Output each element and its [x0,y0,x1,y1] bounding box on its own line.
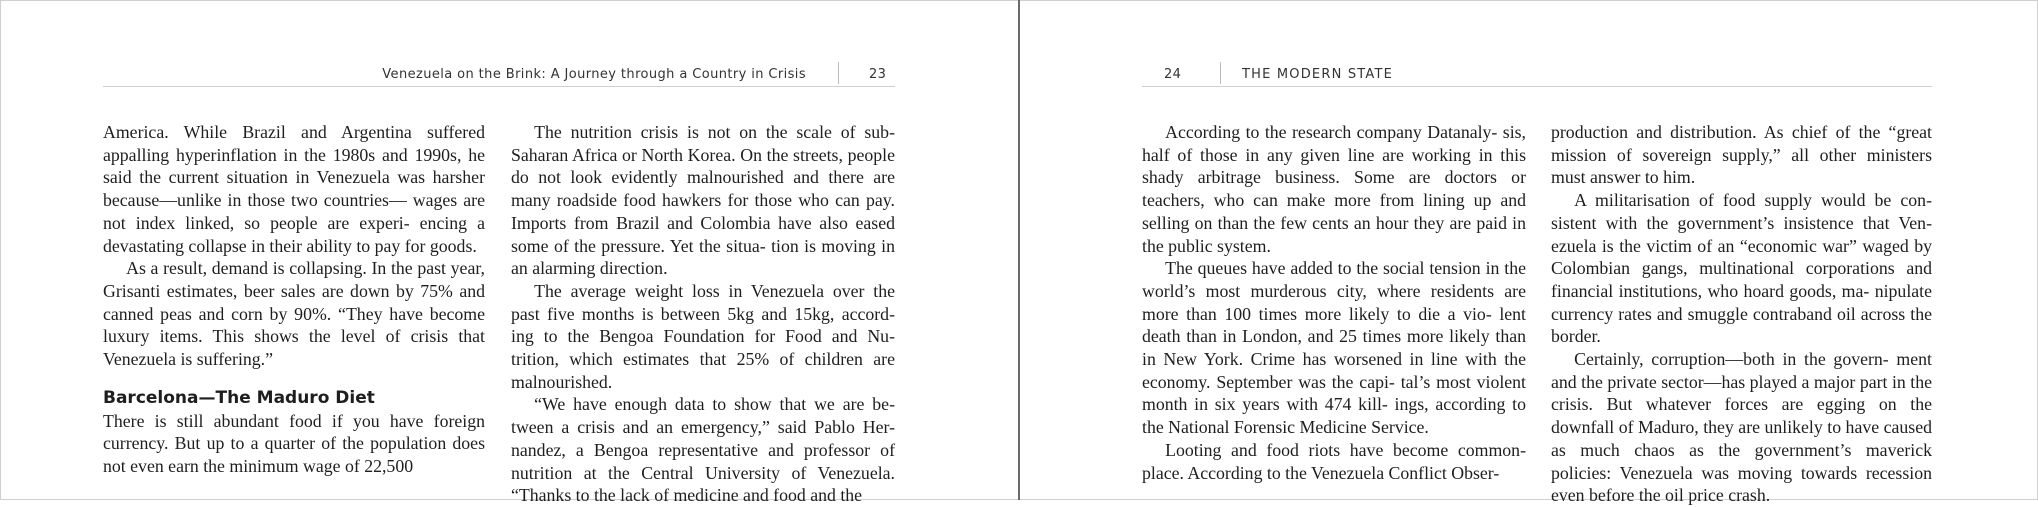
page-number: 24 [1164,67,1182,82]
text-column-2 [511,121,895,507]
right-page [1020,0,2038,506]
running-head-separator [838,62,839,84]
page-number: 23 [869,67,887,82]
paragraph: The nutrition crisis is not on the scale of sub- Saharan Africa or North Korea. On the streets, people do not look evidently malnourished and there are many roadside food hawkers for those who can pay. Imports from Brazil and Colombia have also eased some of the pressure. Yet the situa- tion is moving in an alarming direction. [511,122,895,279]
paragraph: There is still abundant food if you have foreign currency. But up to a quarter of the population does not even earn the minimum wage of 22,500 [103,410,485,477]
paragraph: As a result, demand is collapsing. In the past year, Grisanti estimates, beer sales are down by 75% and canned peas and corn by 90%. “They have become luxury items. This shows the level of crisis that Venezuela is suffering.” [103,258,485,370]
running-head [1142,66,1932,87]
paragraph: The average weight loss in Venezuela over the past five months is between 5kg and 15kg, accord- ing to the Bengoa Foundation for Food and Nu- trition, which estimates that 25% of children are malnourished. [511,280,895,392]
running-head-separator [1220,62,1221,84]
paragraph: Certainly, corruption—both in the govern- ment and the private sector—has played a major part in the crisis. But whatever forces are egging on the downfall of Maduro, they are unlikely to have caused as much chaos as the government’s maverick policies: Venezuela was moving towards recession even before the oil price crash. [1551,349,1932,506]
running-head-title: Venezuela on the Brink: A Journey through a Country in Crisis [382,67,806,82]
paragraph: A militarisation of food supply would be con- sistent with the government’s insistence that Ven- ezuela is the victim of an “economic war” waged by Colombian gangs, multinational corporations and financial institutions, who hoard goods, ma- nipulate currency rates and smuggle contraband oil across the border. [1551,190,1932,347]
running-head-title: THE MODERN STATE [1242,67,1394,82]
paragraph: According to the research company Datanaly- sis, half of those in any given line are working in this shady arbitrage business. Some are doctors or teachers, who can make more from lining up and selling on than the few cents an hour they are paid in the public system. [1142,122,1526,256]
text-column-1 [1142,121,1526,484]
paragraph: Looting and food riots have become common- place. According to the Venezuela Conflict Obser- [1142,439,1526,483]
text-column-1 [103,121,485,478]
paragraph: The queues have added to the social tension in the world’s most murderous city, where residents are more than 100 times more likely to die a vio- lent death than in London, and 25 times more likely than in New York. Crime has worsened in line with the economy. September was the capi- tal’s most violent month in six years with 474 kill- ings, according to the National Forensic Medicine Service. [1142,258,1526,438]
paragraph: production and distribution. As chief of the “great mission of sovereign supply,” all other ministers must answer to him. [1551,122,1932,188]
section-subheading: Barcelona—The Maduro Diet [103,387,375,408]
paragraph: “We have enough data to show that we are be- tween a crisis and an emergency,” said Pablo Her- nandez, a Bengoa representative and professor of nutrition at the Central University of Venezuela. “Thanks to the lack of medicine and food and the [511,394,895,506]
running-head [103,66,895,87]
left-page [0,0,1018,506]
paragraph: America. While Brazil and Argentina suffered appalling hyperinflation in the 1980s and 1990s, he said the current situation in Venezuela was harsher because—unlike in those two countries— wages are not index linked, so people are experi- encing a devastating collapse in their ability to pay for goods. [103,122,485,256]
text-column-2 [1551,121,1932,507]
